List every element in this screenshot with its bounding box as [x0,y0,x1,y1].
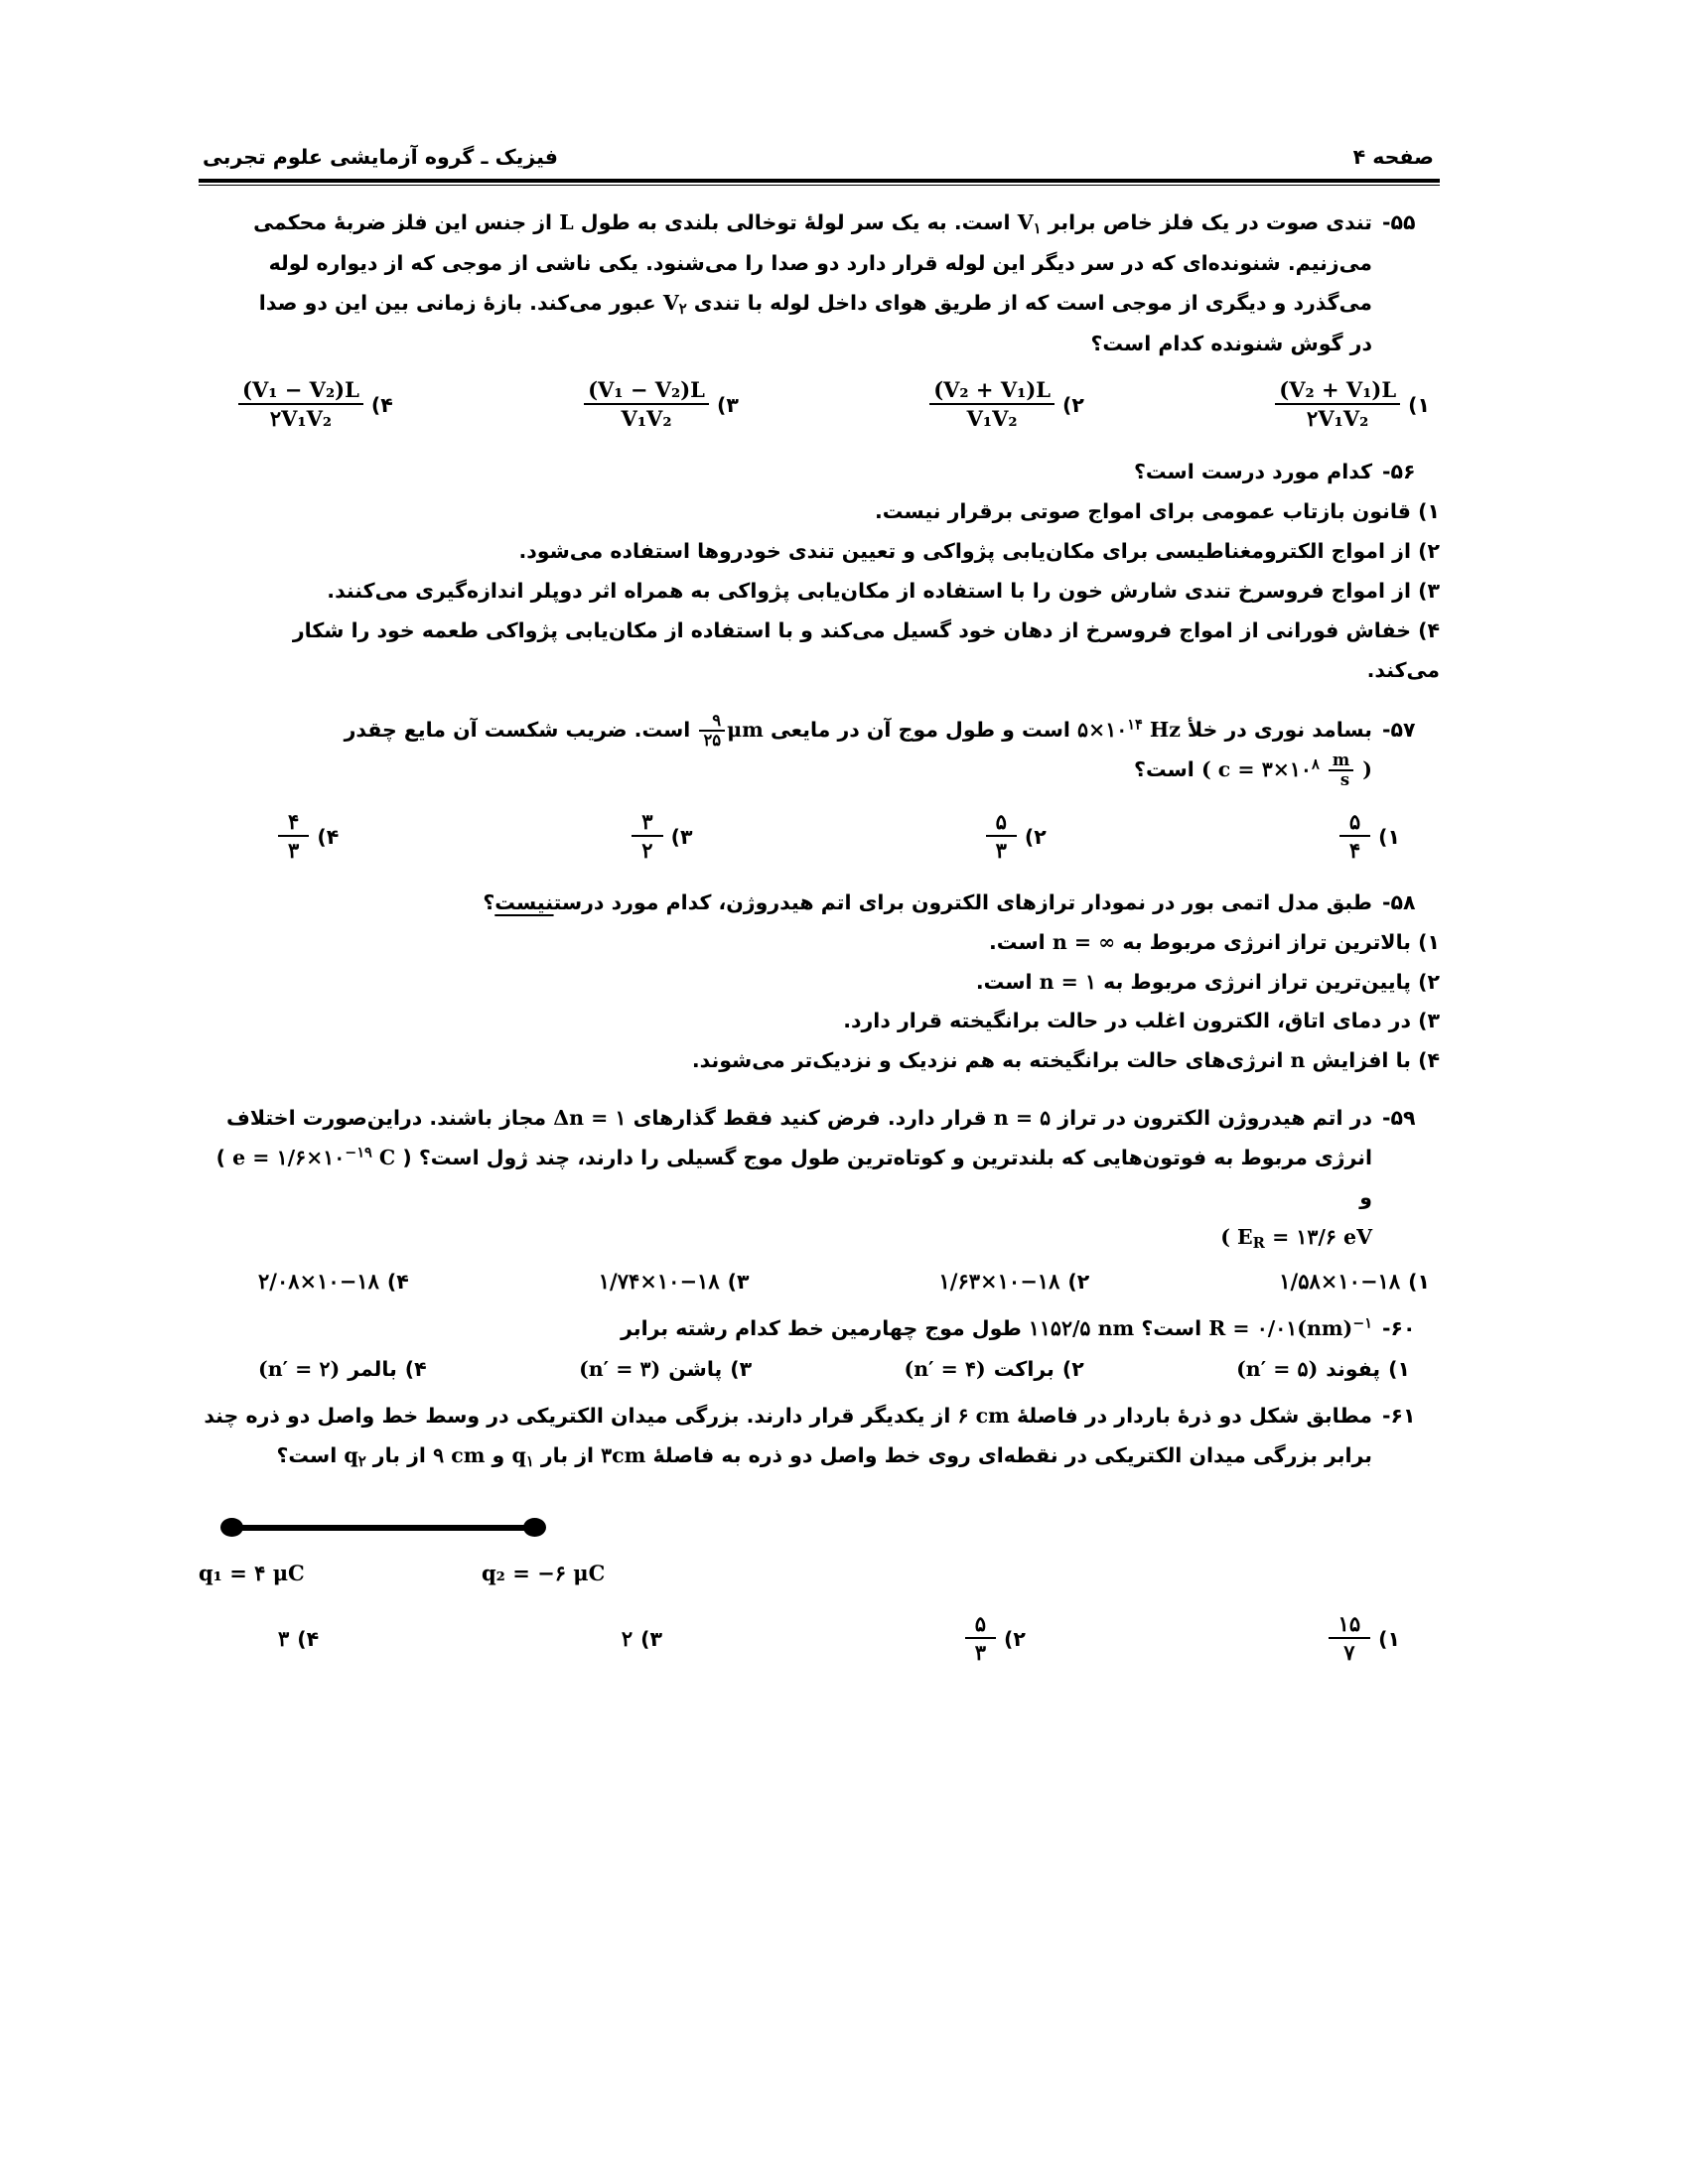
option-61-1-fraction [1329,1612,1371,1666]
question-58-stem-negation: نیست [494,889,554,914]
header-subject-title: فیزیک ـ گروه آزمایشی علوم تجربی [203,145,558,169]
question-57 [199,711,1440,863]
question-61 [199,1397,1440,1665]
option-55-1[interactable] [1275,378,1430,432]
question-57-constant: ( $c = ۳\times ۱۰^۸$ $\frac{m}{s}$ ) [1200,751,1372,789]
math-n5: n = ۵ [993,1106,1052,1131]
option-55-3-fraction [584,378,709,432]
option-57-2-fraction [986,810,1017,864]
question-60-wavelength-value: ۱۱۵۲/۵ nm [1028,1316,1135,1341]
option-58-4-pre: ۴) با افزایش [1305,1048,1440,1073]
option-57-3-tag: ۳) [670,824,693,849]
option-55-4[interactable] [238,378,393,432]
option-55-3-denominator: V₁V₂ [584,403,709,432]
option-59-4-mantissa: ۲/۰۸×۱۰ [258,1269,340,1295]
option-60-4-tag: ۴) [404,1357,427,1382]
question-57-options [199,810,1440,864]
option-55-2-numerator: (V₂ + V₁)L [933,376,1052,402]
option-60-2-math: (n′ = ۴) [904,1357,986,1382]
option-57-3-numerator: ۳ [641,809,653,835]
option-55-2-denominator: V₁V₂ [929,403,1055,432]
option-59-3-mantissa: ۱/۷۴×۱۰ [598,1269,680,1295]
question-60-options [199,1357,1440,1381]
option-57-1-numerator: ۵ [1348,809,1361,835]
option-61-1[interactable] [1329,1612,1400,1666]
option-55-4-fraction [238,378,363,432]
charge-label-q2: q₂ = −۶ μC [482,1561,606,1586]
question-58 [199,884,1440,1082]
question-59-options [199,1269,1440,1294]
question-56-options [199,492,1440,691]
header-divider [199,179,1440,186]
option-61-1-tag: ۱) [1378,1626,1400,1651]
question-55-options [199,378,1440,432]
question-58-number: ۵۸- [1382,889,1416,914]
option-61-2-denominator: ۳ [965,1637,996,1666]
question-55-stem-line-2: می‌زنیم. شنونده‌ای که در سر دیگر این لوله قرار دارد دو صدا را می‌شنود. یکی ناشی از موجی که از دیواره لوله [268,250,1372,275]
option-55-1-numerator: (V₂ + V₁)L [1279,376,1397,402]
question-60-number: ۶۰- [1382,1316,1416,1341]
option-61-2-fraction [965,1612,996,1666]
option-60-3-math: (n′ = ۳) [579,1357,661,1382]
option-60-4[interactable] [258,1357,427,1381]
option-55-4-tag: ۴) [370,392,393,417]
charge-dot-left [220,1518,243,1537]
option-55-2[interactable] [929,378,1084,432]
question-55-stem [199,204,1372,364]
option-57-1[interactable] [1339,810,1400,864]
option-58-2-math: n = ۱ [1039,969,1097,994]
option-61-2-numerator: ۵ [974,1611,986,1637]
option-58-3[interactable] [318,1002,1440,1041]
option-58-2-pre: ۲) پایین‌ترین تراز انرژی مربوط به [1096,969,1440,994]
charge-connecting-line [230,1525,538,1531]
option-55-4-denominator: ۲V₁V₂ [238,403,363,432]
option-57-4-fraction [278,810,309,864]
question-59-stem-line-1: در اتم هیدروژن الکترون در تراز n = ۵ قرار دارد. فرض کنید فقط گذارهای Δn = ۱ مجاز باشند. دراین‌صورت اختلاف [199,1099,1372,1139]
option-61-4[interactable] [278,1626,319,1651]
question-60-stem [199,1309,1372,1349]
option-55-2-fraction [929,378,1055,432]
question-61-number: ۶۱- [1382,1404,1416,1429]
option-57-4[interactable] [278,810,339,864]
option-57-1-tag: ۱) [1378,824,1400,849]
math-3cm: ۳cm [601,1443,646,1468]
option-57-4-numerator: ۴ [288,809,300,835]
option-55-4-numerator: (V₁ − V₂)L [242,376,359,402]
question-59-stem-line-2: انرژی مربوط به فوتون‌هایی که بلندترین و کوتاه‌ترین طول موج گسیلی را دارند، چند ژول است؟ ( $e = ۱/۶\times ۱۰^{-۱۹}$ C ) و [199,1139,1372,1218]
option-60-2-name: براکت [993,1357,1055,1382]
option-57-4-tag: ۴) [317,824,340,849]
option-57-3-denominator: ۲ [632,835,662,864]
option-59-2-mantissa: ۱/۶۳×۱۰ [938,1269,1021,1295]
option-58-1-pre: ۱) بالاترین تراز انرژی مربوط به [1115,929,1440,954]
option-59-1-tag: ۱) [1408,1269,1430,1294]
question-57-stem [199,711,1372,790]
question-57-text-a: بسامد نوری در خلأ [1187,718,1372,743]
math-q2: $q_۲$ [344,1443,366,1471]
option-60-4-name: بالمر [348,1357,397,1382]
question-58-stem-pre: طبق مدل اتمی بور در نمودار ترازهای الکترون برای اتم هیدروژن، کدام مورد درست [553,889,1372,914]
option-61-4-tag: ۴) [297,1626,320,1651]
question-55-stem-line-4: در گوش شنونده کدام است؟ [1090,331,1372,355]
question-57-frequency-exponent: ۱۴ [1127,717,1143,734]
question-60-text-b: است؟ [1141,1316,1202,1341]
question-57-text-b: است و طول موج آن در مایعی [770,718,1070,743]
option-57-2-denominator: ۳ [986,835,1017,864]
option-59-1-value [1279,1269,1400,1294]
option-58-1-post: است. [989,929,1053,954]
option-57-2-tag: ۲) [1024,824,1047,849]
option-61-2-tag: ۲) [1003,1626,1026,1651]
option-57-2[interactable] [986,810,1047,864]
question-57-wavelength-unit: μm [727,718,764,743]
option-55-3-numerator: (V₁ − V₂)L [588,376,705,402]
option-58-3-pre: ۳) در دمای اتاق، الکترون اغلب در حالت برانگیخته قرار دارد. [843,1009,1440,1033]
option-58-1[interactable] [318,923,1440,963]
charge-label-q1: q₁ = ۴ μC [199,1561,305,1586]
charge-dot-right [523,1518,546,1537]
option-60-1-name: پفوند [1326,1357,1381,1382]
option-57-4-denominator: ۳ [278,835,309,864]
page-header [199,139,1440,169]
question-58-options [199,923,1440,1082]
question-57-frequency-unit: Hz [1149,718,1181,743]
option-59-2-exponent: −۱۸ [1020,1269,1060,1295]
question-57-stem-line-2 [199,751,1372,790]
question-59-stem [199,1099,1372,1259]
option-58-4-post: انرژی‌های حالت برانگیخته به هم نزدیک و نزدیک‌تر می‌شوند. [691,1048,1291,1073]
question-56 [199,453,1440,691]
question-57-wavelength [697,711,763,751]
option-61-3-value: ۲ [621,1626,633,1652]
option-55-3[interactable] [584,378,739,432]
option-57-1-fraction [1339,810,1370,864]
question-55-number: ۵۵- [1382,210,1416,234]
option-60-1-math: (n′ = ۵) [1236,1357,1319,1382]
option-56-3[interactable]: ۳) از امواج فروسرخ تندی شارش خون را با استفاده از مکان‌یابی پژواکی به همراه اثر دوپلر اندازه‌گیری می‌کنند. [327,579,1440,604]
question-57-wavelength-fraction [699,712,725,748]
option-58-2-post: است. [975,969,1040,994]
option-58-1-math: n = ∞ [1052,929,1116,954]
question-60 [199,1309,1440,1381]
question-59-number: ۵۹- [1382,1106,1416,1131]
charge-diagram [199,1503,1440,1612]
question-57-frequency [1077,711,1181,751]
option-60-2-tag: ۲) [1061,1357,1084,1382]
option-59-4-tag: ۴) [386,1269,409,1294]
question-56-stem: کدام مورد درست است؟ [1133,460,1372,484]
math-rydberg-energy: ( $E_R$ = ۱۳/۶ eV [1220,1225,1372,1253]
question-61-options [199,1612,1440,1666]
math-L: L [559,210,574,234]
option-59-3-value [599,1269,720,1294]
question-58-stem [199,884,1372,923]
option-59-1-exponent: −۱۸ [1359,1269,1401,1295]
option-57-2-numerator: ۵ [995,809,1007,835]
question-57-wavelength-numerator: ۹ [712,711,722,731]
option-57-3-fraction [632,810,662,864]
option-60-4-math: (n′ = ۲) [258,1357,341,1382]
math-dn1: Δn = ۱ [553,1106,627,1131]
option-60-3[interactable] [579,1357,752,1381]
question-59 [199,1099,1440,1294]
option-59-2-tag: ۲) [1067,1269,1090,1294]
option-61-2[interactable] [965,1612,1026,1666]
option-56-4[interactable]: ۴) خفاش فورانی از امواج فروسرخ از دهان خود گسیل می‌کند و با استفاده از مکان‌یابی پژواکی طعمه خود را شکار می‌کند. [292,618,1440,683]
option-61-4-value: ۳ [278,1626,290,1652]
option-59-4[interactable] [258,1269,409,1294]
question-57-frequency-value: ۵×۱۰ [1077,718,1128,743]
option-59-1[interactable] [1279,1269,1430,1294]
option-60-3-tag: ۳) [730,1357,753,1382]
question-61-stem-line-1: مطابق شکل دو ذرهٔ باردار در فاصلهٔ ۶ cm از یکدیگر قرار دارند. بزرگی میدان الکتریکی در وسط خط واصل دو ذره چند [199,1397,1372,1436]
option-61-1-denominator: ۷ [1329,1637,1371,1666]
option-59-2[interactable] [939,1269,1090,1294]
option-61-3[interactable] [622,1626,662,1651]
option-55-1-denominator: ۲V₁V₂ [1275,403,1400,432]
option-56-1[interactable]: ۱) قانون بازتاب عمومی برای امواج صوتی برقرار نیست. [875,499,1440,524]
question-59-stem-line-3 [199,1218,1372,1259]
question-60-rydberg-constant: R = ۰/۰۱(nm)$^{-۱}$ [1208,1315,1372,1341]
question-57-wavelength-denominator: ۲۵ [699,730,725,749]
option-58-4-math: n [1290,1048,1306,1073]
option-61-1-numerator: ۱۵ [1337,1611,1361,1637]
question-61-stem [199,1397,1372,1477]
option-59-3-exponent: −۱۸ [679,1269,720,1295]
header-page-number: صفحه ۴ [1352,145,1434,169]
option-55-2-tag: ۲) [1062,392,1084,417]
math-v2: $V_۲$ [662,290,687,318]
question-57-text-d: است؟ [1134,757,1195,782]
question-56-number: ۵۶- [1382,460,1416,484]
option-57-3[interactable] [632,810,692,864]
option-58-2[interactable] [318,963,1440,1003]
option-59-3[interactable] [599,1269,750,1294]
option-59-4-value [258,1269,379,1294]
question-57-number: ۵۷- [1382,718,1416,743]
option-55-1-tag: ۱) [1408,392,1430,417]
question-57-stem-line-1 [199,711,1372,751]
question-57-text-c: است. ضریب شکست آن مایع چقدر [344,718,691,743]
math-6cm: ۶ cm [957,1404,1010,1429]
option-60-1-tag: ۱) [1388,1357,1410,1382]
question-57-speed-unit-fraction: $\frac{m}{s}$ [1329,751,1353,787]
question-58-stem-post: ؟ [483,889,495,914]
option-58-4[interactable] [318,1041,1440,1081]
option-60-1[interactable] [1236,1357,1410,1381]
question-61-stem-line-2: برابر بزرگی میدان الکتریکی در نقطه‌ای روی خط واصل دو ذره به فاصلهٔ ۳cm از بار $q_۱$ و ۹ cm از بار $q_۲$ است؟ [199,1436,1372,1477]
option-59-4-exponent: −۱۸ [339,1269,379,1295]
option-59-1-mantissa: ۱/۵۸×۱۰ [1279,1269,1360,1295]
math-v1: $V_۱$ [1017,210,1042,238]
option-57-1-denominator: ۴ [1339,835,1370,864]
question-55 [199,204,1440,431]
option-55-3-tag: ۳) [716,392,739,417]
question-60-text-a: طول موج چهارمین خط کدام رشته برابر [621,1316,1022,1341]
option-60-2[interactable] [905,1357,1084,1381]
option-61-3-tag: ۳) [640,1626,663,1651]
option-59-2-value [939,1269,1060,1294]
option-56-2[interactable]: ۲) از امواج الکترومغناطیسی برای مکان‌یابی پژواکی و تعیین تندی خودروها استفاده می‌شود. [518,539,1440,564]
math-e-charge: $e = ۱/۶\times ۱۰^{-۱۹}$ C [232,1145,396,1170]
option-55-1-fraction [1275,378,1400,432]
question-55-stem-line-1: تندی صوت در یک فلز خاص برابر $V_۱$ است. به یک سر لولهٔ توخالی بلندی به طول L از جنس این فلز ضربهٔ محکمی [199,204,1372,244]
option-60-3-name: پاشن [668,1357,723,1382]
option-59-3-tag: ۳) [727,1269,750,1294]
charge-diagram-inner [199,1503,755,1612]
math-9cm: ۹ cm [433,1443,486,1468]
math-q1: $q_۱$ [511,1443,534,1471]
question-55-stem-line-3: می‌گذرد و دیگری از موجی است که از طریق هوای داخل لوله با تندی $V_۲$ عبور می‌کند. بازهٔ زمانی بین این دو صدا [199,284,1372,325]
